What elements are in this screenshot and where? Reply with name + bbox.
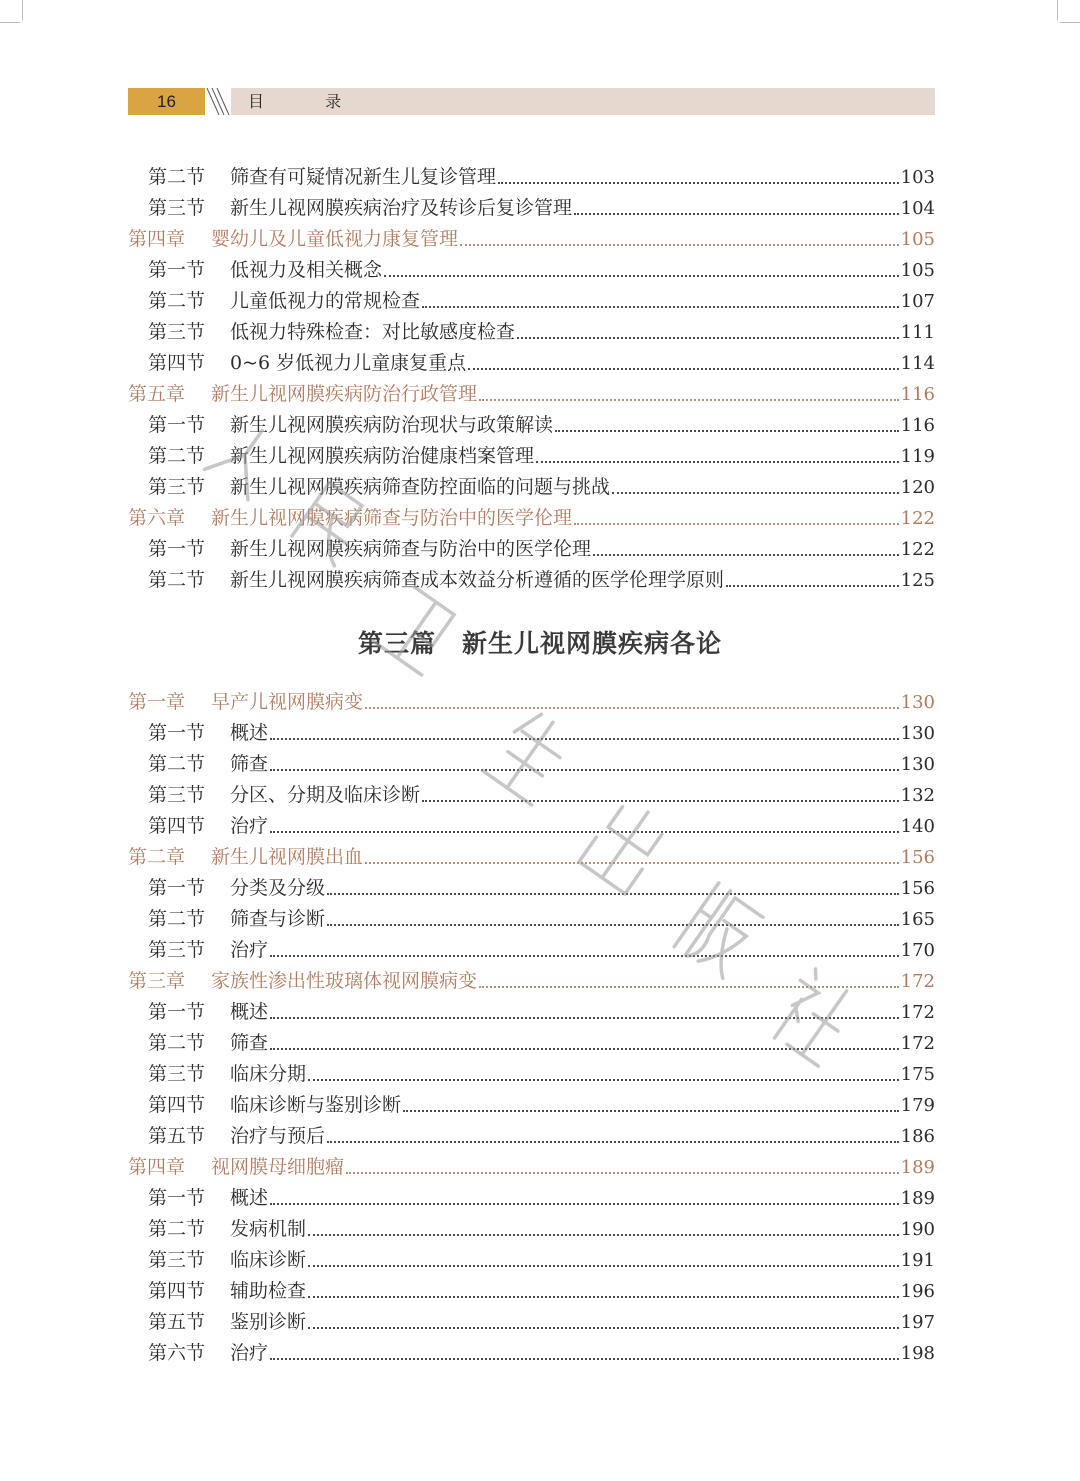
toc-dot-leader (517, 337, 899, 339)
toc-dot-leader (422, 800, 899, 802)
toc-section-row[interactable] (128, 873, 935, 904)
toc-entry-title: 新生儿视网膜疾病防治行政管理 (211, 383, 478, 405)
toc-dot-leader (384, 275, 899, 277)
toc-entry-label: 第二节 (148, 290, 206, 312)
toc-entry-page: 186 (900, 1126, 935, 1147)
toc-dot-leader (308, 1079, 899, 1081)
toc-dot-leader (612, 492, 899, 494)
toc-section-row[interactable] (128, 780, 935, 811)
toc-entry-title: 家族性渗出性玻璃体视网膜病变 (211, 970, 478, 992)
toc-entry-label: 第二节 (148, 1032, 206, 1054)
toc-entry-label: 第一节 (148, 414, 206, 436)
toc-dot-leader (479, 399, 899, 401)
toc-entry-title: 筛查与诊断 (230, 908, 326, 930)
toc-section-row[interactable] (128, 1276, 935, 1307)
toc-dot-leader (270, 769, 899, 771)
running-header (128, 88, 935, 115)
toc-entry-page: 156 (900, 847, 935, 868)
toc-dot-leader (555, 430, 899, 432)
toc-dot-leader (308, 1327, 899, 1329)
toc-entry-page: 156 (900, 878, 935, 899)
toc-dot-leader (270, 831, 899, 833)
toc-section-row[interactable] (128, 1245, 935, 1276)
toc-entry-title: 低视力及相关概念 (230, 259, 383, 281)
toc-section-row[interactable] (128, 317, 935, 348)
toc-entry-title: 临床诊断与鉴别诊断 (230, 1094, 402, 1116)
toc-dot-leader (536, 461, 899, 463)
toc-entry-label: 第三节 (148, 476, 206, 498)
toc-entry-label: 第四节 (148, 815, 206, 837)
toc-chapter-row[interactable] (128, 842, 935, 873)
toc-dot-leader (308, 1296, 899, 1298)
toc-entry-page: 165 (900, 909, 935, 930)
toc-entry-page: 130 (900, 692, 935, 713)
crop-mark-right-top (1060, 22, 1080, 24)
toc-dot-leader (593, 554, 899, 556)
toc-dot-leader (327, 924, 899, 926)
toc-entry-title: 筛查 (230, 753, 269, 775)
toc-entry-label: 第三节 (148, 784, 206, 806)
toc-entry-title: 新生儿视网膜疾病筛查成本效益分析遵循的医学伦理学原则 (230, 569, 725, 591)
toc-section-row[interactable] (128, 811, 935, 842)
toc-entry-title: 鉴别诊断 (230, 1311, 307, 1333)
toc-entry-page: 198 (900, 1343, 935, 1364)
toc-entry-title: 概述 (230, 722, 269, 744)
toc-section-row[interactable] (128, 1059, 935, 1090)
toc-entry-title: 辅助检查 (230, 1280, 307, 1302)
toc-dot-leader (270, 955, 899, 957)
toc-chapter-row[interactable] (128, 1152, 935, 1183)
toc-entry-label: 第一节 (148, 538, 206, 560)
toc-entry-title: 治疗与预后 (230, 1125, 326, 1147)
toc-entry-label: 第一节 (148, 1001, 206, 1023)
toc-section-row[interactable] (128, 749, 935, 780)
toc-chapter-row[interactable] (128, 224, 935, 255)
toc-entry-page: 189 (900, 1188, 935, 1209)
toc-entry-page: 140 (900, 816, 935, 837)
toc-entry-title: 新生儿视网膜疾病筛查防控面临的问题与挑战 (230, 476, 611, 498)
toc-dot-leader (308, 1265, 899, 1267)
toc-chapter-row[interactable] (128, 503, 935, 534)
toc-entry-label: 第一节 (148, 722, 206, 744)
toc-entry-page: 111 (900, 322, 935, 343)
toc-dot-leader (468, 368, 899, 370)
toc-section-row[interactable] (128, 534, 935, 565)
toc-entry-title: 早产儿视网膜病变 (211, 691, 364, 713)
toc-section-row[interactable] (128, 193, 935, 224)
crop-mark-top-right (1037, 0, 1058, 20)
toc-dot-leader (270, 1358, 899, 1360)
toc-entry-page: 122 (900, 508, 935, 529)
toc-entry-title: 筛查有可疑情况新生儿复诊管理 (230, 166, 497, 188)
toc-entry-page: 119 (900, 446, 935, 467)
toc-entry-title: 治疗 (230, 815, 269, 837)
toc-entry-label: 第一节 (148, 1187, 206, 1209)
toc-section-row[interactable] (128, 286, 935, 317)
toc-entry-title: 新生儿视网膜疾病治疗及转诊后复诊管理 (230, 197, 573, 219)
toc-entry-title: 治疗 (230, 939, 269, 961)
toc-entry-title: 视网膜母细胞瘤 (211, 1156, 345, 1178)
toc-section-row[interactable] (128, 565, 935, 596)
toc-dot-leader (403, 1110, 899, 1112)
toc-entry-page: 130 (900, 723, 935, 744)
toc-entry-label: 第五节 (148, 1311, 206, 1333)
toc-dot-leader (308, 1234, 899, 1236)
toc-entry-page: 107 (900, 291, 935, 312)
toc-entry-label: 第四节 (148, 1280, 206, 1302)
toc-entry-page: 114 (900, 353, 935, 374)
toc-section-row[interactable] (128, 1183, 935, 1214)
toc-entry-label: 第一节 (148, 259, 206, 281)
toc-section-row[interactable] (128, 1214, 935, 1245)
toc-entry-label: 第一章 (128, 691, 186, 713)
part-title: 第三篇 新生儿视网膜疾病各论 (357, 629, 722, 658)
toc-entry-label: 第二章 (128, 846, 186, 868)
toc-entry-label: 第四节 (148, 1094, 206, 1116)
toc-entry-title: 分区、分期及临床诊断 (230, 784, 421, 806)
toc-dot-leader (270, 1048, 899, 1050)
header-title: 目 录 (248, 92, 370, 111)
toc-entry-title: 儿童低视力的常规检查 (230, 290, 421, 312)
toc-entry-page: 104 (900, 198, 935, 219)
toc-entry-label: 第四章 (128, 1156, 186, 1178)
toc-entry-title: 临床诊断 (230, 1249, 307, 1271)
toc-section-row[interactable] (128, 162, 935, 193)
toc-entry-label: 第四章 (128, 228, 186, 250)
toc-entry-page: 116 (900, 384, 935, 405)
toc-entry-page: 196 (900, 1281, 935, 1302)
toc-entry-title: 新生儿视网膜疾病防治现状与政策解读 (230, 414, 554, 436)
toc-entry-page: 175 (900, 1064, 935, 1085)
toc-dot-leader (726, 585, 899, 587)
toc-entry-label: 第三节 (148, 197, 206, 219)
toc-entry-label: 第三节 (148, 939, 206, 961)
toc-dot-leader (479, 986, 899, 988)
toc-section-row[interactable] (128, 935, 935, 966)
toc-dot-leader (574, 213, 899, 215)
toc-dot-leader (498, 182, 899, 184)
toc-section-row[interactable] (128, 1121, 935, 1152)
toc-dot-leader (460, 244, 899, 246)
toc-entry-page: 120 (900, 477, 935, 498)
toc-dot-leader (270, 1203, 899, 1205)
toc-entry-label: 第二节 (148, 1218, 206, 1240)
toc-dot-leader (327, 1141, 899, 1143)
toc-dot-leader (422, 306, 899, 308)
toc-chapter-row[interactable] (128, 966, 935, 997)
toc-entry-label: 第三节 (148, 1063, 206, 1085)
page-number: 16 (128, 88, 205, 115)
toc-entry-label: 第二节 (148, 445, 206, 467)
toc-entry-page: 132 (900, 785, 935, 806)
toc-section-row[interactable] (128, 1338, 935, 1369)
toc-entry-label: 第三章 (128, 970, 186, 992)
toc-section-row[interactable] (128, 904, 935, 935)
toc-dot-leader (365, 862, 899, 864)
toc-entry-page: 105 (900, 229, 935, 250)
toc-section-row[interactable] (128, 718, 935, 749)
toc-entry-page: 125 (900, 570, 935, 591)
toc-section-row[interactable] (128, 441, 935, 472)
toc-entry-title: 分类及分级 (230, 877, 326, 899)
toc-dot-leader (574, 523, 899, 525)
toc-entry-label: 第二节 (148, 569, 206, 591)
toc-entry-title: 新生儿视网膜出血 (211, 846, 364, 868)
toc-entry-page: 172 (900, 971, 935, 992)
crop-mark-top-left (22, 0, 43, 20)
toc-entry-label: 第二节 (148, 166, 206, 188)
toc-entry-title: 治疗 (230, 1342, 269, 1364)
toc-section-row[interactable] (128, 348, 935, 379)
toc-entry-label: 第二节 (148, 908, 206, 930)
toc-section-row[interactable] (128, 1090, 935, 1121)
toc-entry-page: 122 (900, 539, 935, 560)
toc-entry-label: 第六章 (128, 507, 186, 529)
toc-section-row[interactable] (128, 472, 935, 503)
toc-section-row[interactable] (128, 997, 935, 1028)
toc-entry-label: 第二节 (148, 753, 206, 775)
toc-entry-page: 116 (900, 415, 935, 436)
toc-entry-page: 170 (900, 940, 935, 961)
toc-entry-title: 临床分期 (230, 1063, 307, 1085)
toc-dot-leader (365, 707, 899, 709)
toc-entry-title: 概述 (230, 1001, 269, 1023)
toc-dot-leader (346, 1172, 899, 1174)
toc-entry-page: 189 (900, 1157, 935, 1178)
toc-entry-title: 发病机制 (230, 1218, 307, 1240)
toc-section-row[interactable] (128, 410, 935, 441)
toc-dot-leader (270, 1017, 899, 1019)
crop-mark-left-top (0, 22, 20, 24)
toc-entry-label: 第三节 (148, 1249, 206, 1271)
toc-entry-title: 新生儿视网膜疾病筛查与防治中的医学伦理 (230, 538, 592, 560)
toc-entry-title: 婴幼儿及儿童低视力康复管理 (211, 228, 459, 250)
toc-entry-title: 0~6 岁低视力儿童康复重点 (230, 352, 467, 374)
toc-entry-page: 130 (900, 754, 935, 775)
toc-entry-page: 103 (900, 167, 935, 188)
toc-entry-page: 105 (900, 260, 935, 281)
toc-entry-label: 第六节 (148, 1342, 206, 1364)
toc-section-row[interactable] (128, 255, 935, 286)
toc-section-row[interactable] (128, 1307, 935, 1338)
toc-entry-page: 172 (900, 1002, 935, 1023)
toc-entry-page: 172 (900, 1033, 935, 1054)
toc-entry-label: 第三节 (148, 321, 206, 343)
toc-entry-page: 197 (900, 1312, 935, 1333)
toc-entry-label: 第四节 (148, 352, 206, 374)
toc-dot-leader (327, 893, 899, 895)
header-slash-decoration (205, 88, 231, 115)
toc-entry-title: 新生儿视网膜疾病筛查与防治中的医学伦理 (211, 507, 573, 529)
toc-entry-title: 低视力特殊检查：对比敏感度检查 (230, 321, 516, 343)
toc-dot-leader (270, 738, 899, 740)
toc-entry-label: 第五节 (148, 1125, 206, 1147)
toc-entry-page: 179 (900, 1095, 935, 1116)
toc-chapter-row[interactable] (128, 379, 935, 410)
toc-entry-title: 概述 (230, 1187, 269, 1209)
toc-entry-page: 191 (900, 1250, 935, 1271)
toc-entry-label: 第一节 (148, 877, 206, 899)
toc-entry-title: 筛查 (230, 1032, 269, 1054)
toc-entry-label: 第五章 (128, 383, 186, 405)
toc-entry-title: 新生儿视网膜疾病防治健康档案管理 (230, 445, 535, 467)
toc-chapter-row[interactable] (128, 687, 935, 718)
toc-section-row[interactable] (128, 1028, 935, 1059)
toc-entry-page: 190 (900, 1219, 935, 1240)
